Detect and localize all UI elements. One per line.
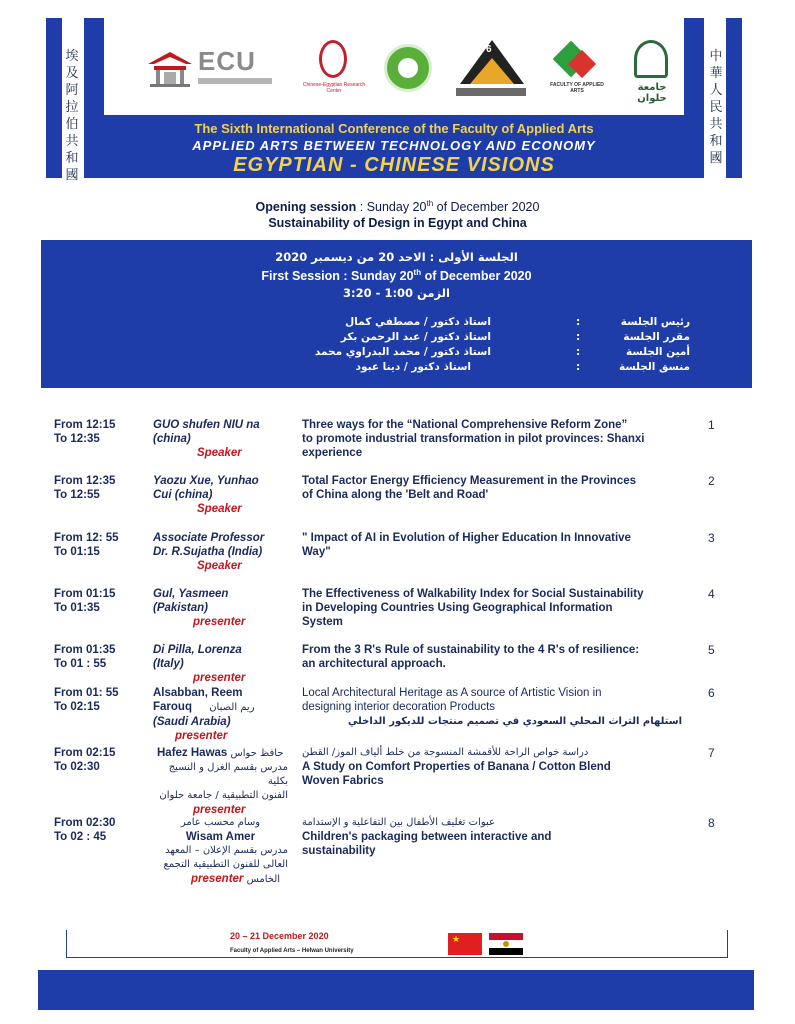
paper-title: From the 3 R's Rule of sustainability to the 4 R's of resilience: an architectural approach. bbox=[302, 644, 640, 670]
opening-topic: Sustainability of Design in Egypt and China bbox=[268, 216, 527, 231]
footer-frame bbox=[66, 930, 728, 958]
paper-number: 6 bbox=[708, 686, 715, 700]
partner-logos bbox=[146, 40, 667, 104]
footer-faculty: Faculty of Applied Arts – Helwan University bbox=[230, 948, 354, 954]
paper-title: دراسة خواص الراحة للأقمشة المنسوجة من خلط ألياف الموز/ القطن A Study on Comfort Properties of Banana / Cotton Blend Woven Fabrics bbox=[302, 747, 611, 787]
paper-number: 5 bbox=[708, 643, 715, 657]
time-slot: From 02:15 To 02:30 bbox=[54, 747, 116, 773]
speaker: وسام محسب عامر Wisam Amer مدرس بقسم الإعلان – المعهد العالى للفنون التطبيقية التجمع presenter الخامس bbox=[163, 817, 288, 885]
opening-session-line: Opening session : Sunday 20th of December 2020 bbox=[255, 199, 540, 215]
role-secretary: أمين الجلسة bbox=[626, 346, 690, 358]
time-slot: From 12: 55 To 01:15 bbox=[54, 532, 119, 558]
time-slot: From 02:30 To 02 : 45 bbox=[54, 817, 116, 843]
coordinator-name: استاذ دكتور / دينا عبود bbox=[355, 361, 471, 373]
sixth-conference-logo: 6 bbox=[456, 40, 526, 100]
rapporteur-name: استاذ دكتور / عبد الرحمن بكر bbox=[340, 331, 491, 343]
session-time: الزمن 1:00 - 3:20 bbox=[343, 286, 450, 300]
title-band bbox=[104, 115, 684, 178]
triangle-inner-icon bbox=[470, 58, 514, 84]
speaker: Associate Professor Dr. R.Sujatha (India) Speaker bbox=[153, 532, 265, 572]
egypt-flag-icon bbox=[489, 933, 523, 955]
paper-number: 7 bbox=[708, 746, 715, 760]
speaker: Alsabban, Reem Farouq ريم الصبان (Saudi Arabia) presenter bbox=[153, 687, 255, 742]
time-slot: From 01:15 To 01:35 bbox=[54, 588, 116, 614]
helwan-university-logo: جامعة حلوان bbox=[628, 40, 676, 100]
conference-subtitle: EGYPTIAN - CHINESE VISIONS bbox=[233, 154, 555, 176]
ecu-logo: ECU bbox=[146, 40, 276, 100]
paper-number: 1 bbox=[708, 418, 715, 432]
paper-title: " Impact of AI in Evolution of Higher Education In Innovative Way" bbox=[302, 532, 631, 558]
vertical-text-egypt: 埃 及 阿 拉 伯 共 和 國 bbox=[65, 49, 79, 183]
role-coordinator: منسق الجلسة bbox=[618, 361, 690, 373]
paper-title: Three ways for the “National Comprehensive Reform Zone” to promote industrial transformation in pilot provinces: Shanxi experience bbox=[302, 419, 645, 459]
paper-number: 8 bbox=[708, 816, 715, 830]
vertical-text-china: 中 華 人 民 共 和 國 bbox=[709, 49, 723, 166]
time-slot: From 01:35 To 01 : 55 bbox=[54, 644, 116, 670]
footer-date: 20 – 21 December 2020 bbox=[230, 931, 329, 941]
paper-title: Local Architectural Heritage as A source of Artistic Vision in designing interior decoration Products استلهام التراث المحلي السعودي في تصميم منتجات للديكور الداخلي bbox=[302, 687, 682, 727]
speaker: Hafez Hawas حافظ حواس مدرس بقسم الغزل و النسيج بكلية الفنون التطبيقية / جامعة حلوان presenter bbox=[157, 747, 288, 816]
ecu-subtitle-bar bbox=[198, 78, 272, 84]
conference-title: The Sixth International Conference of the Faculty of Applied Arts bbox=[194, 121, 594, 136]
sixth-conference-caption bbox=[456, 88, 526, 96]
research-center-emblem bbox=[319, 40, 347, 78]
china-flag-icon: ★ bbox=[448, 933, 482, 955]
research-center-logo: Chinese-Egyptian Research Center bbox=[301, 40, 367, 100]
conference-theme: APPLIED ARTS BETWEEN TECHNOLOGY AND ECONOMY bbox=[192, 138, 596, 153]
secretary-name: استاذ دكتور / محمد البدراوي محمد bbox=[314, 346, 491, 358]
footer-bar bbox=[38, 970, 754, 1010]
time-slot: From 01: 55 To 02:15 bbox=[54, 687, 119, 713]
chair-name: استاذ دكتور / مصطفي كمال bbox=[345, 316, 491, 328]
paper-number: 4 bbox=[708, 587, 715, 601]
pagoda-icon bbox=[146, 50, 194, 88]
paper-title: The Effectiveness of Walkability Index for Social Sustainability in Developing Countries Using Geographical Information System bbox=[302, 588, 644, 628]
time-slot: From 12:15 To 12:35 bbox=[54, 419, 116, 445]
role-rapporteur: مقرر الجلسة bbox=[623, 331, 690, 343]
dome-icon bbox=[634, 40, 668, 78]
paper-number: 2 bbox=[708, 474, 715, 488]
opening-session bbox=[0, 196, 795, 231]
time-slot: From 12:35 To 12:55 bbox=[54, 475, 116, 501]
green-emblem-logo bbox=[384, 40, 434, 100]
faculty-applied-arts-logo: FACULTY OF APPLIED ARTS bbox=[546, 40, 608, 100]
green-emblem-center bbox=[398, 58, 418, 78]
speaker: Gul, Yasmeen (Pakistan) presenter bbox=[153, 588, 246, 628]
session-title-english: First Session : Sunday 20th of December 2020 bbox=[261, 268, 532, 284]
speaker: Yaozu Xue, Yunhao Cui (china) Speaker bbox=[153, 475, 259, 515]
speaker: GUO shufen NIU na (china) Speaker bbox=[153, 419, 260, 459]
paper-number: 3 bbox=[708, 531, 715, 545]
paper-title: عبوات تغليف الأطفال بين التفاعلية و الإستدامة Children's packaging between interactive and sustainability bbox=[302, 817, 552, 857]
conference-header bbox=[46, 18, 742, 183]
session-title-arabic: الجلسة الأولى : الاحد 20 من ديسمبر 2020 bbox=[275, 250, 518, 264]
speaker: Di Pilla, Lorenza (Italy) presenter bbox=[153, 644, 246, 684]
role-chair: رئيس الجلسة bbox=[620, 316, 690, 328]
paper-title: Total Factor Energy Efficiency Measurement in the Provinces of China along the 'Belt and Road' bbox=[302, 475, 637, 501]
session-box: الجلسة الأولى : الاحد 20 من ديسمبر 2020 First Session : Sunday 20th of December 2020 الزمن 1:00 - 3:20 رئيس الجلسة : استاذ دكتور / مصطفي كمال مقرر الجلسة : استاذ دكتور / عبد الرحمن بكر أمين الجلسة : استاذ دكتور / محمد البدراوي محمد منسق الجلسة : استاذ دكتور / دينا عبود bbox=[41, 240, 752, 388]
